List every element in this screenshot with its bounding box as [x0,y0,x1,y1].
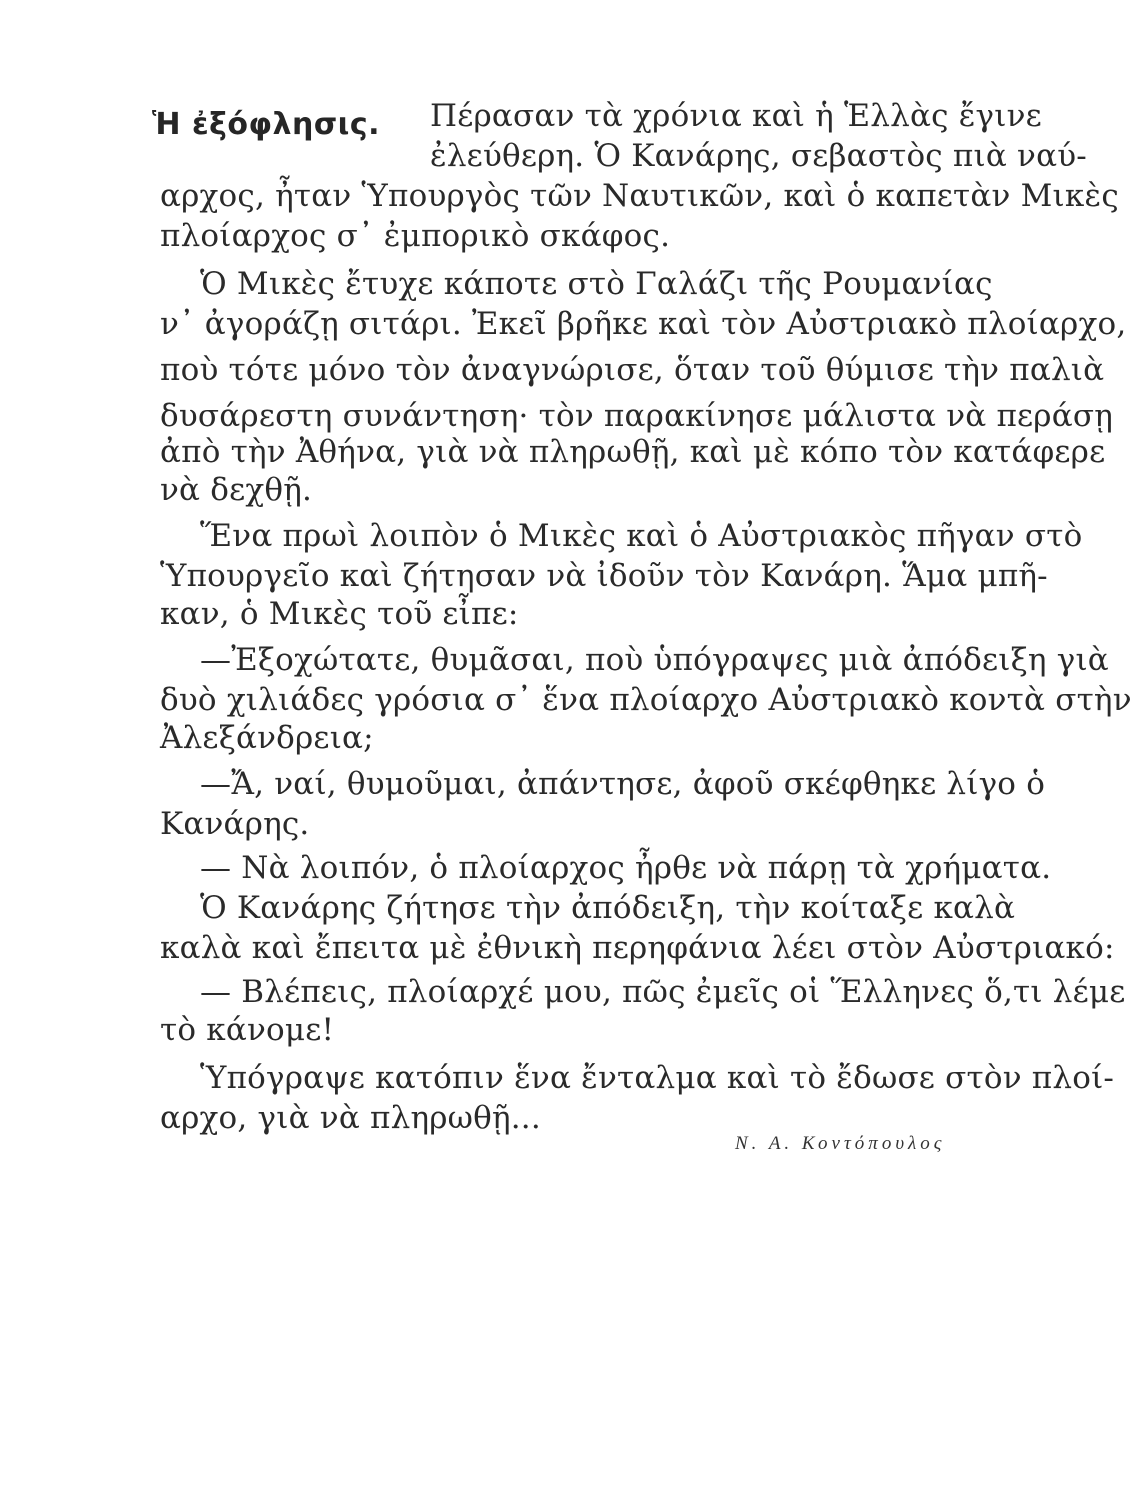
text-line: καν, ὁ Μικὲς τοῦ εἶπε: [160,596,519,632]
text-line: αρχος, ἦταν Ὑπουργὸς τῶν Ναυτικῶν, καὶ ὁ καπετὰν Μικὲς [160,178,1119,214]
text-line: Κανάρης. [160,806,310,842]
text-line: Ὁ Κανάρης ζήτησε τὴν ἀπόδειξη, τὴν κοίταξε καλὰ [200,890,1016,926]
text-line: δυσάρεστη συνάντηση· τὸν παρακίνησε μάλιστα νὰ περάσῃ [160,398,1113,434]
text-line: ἐλεύθερη. Ὁ Κανάρης, σεβαστὸς πιὰ ναύ- [430,138,1087,174]
text-line: Πέρασαν τὰ χρόνια καὶ ἡ Ἑλλὰς ἔγινε [430,98,1042,134]
text-line: τὸ κάνομε! [160,1012,335,1048]
text-line: ν᾽ ἀγοράζῃ σιτάρι. Ἐκεῖ βρῆκε καὶ τὸν Αὐστριακὸ πλοίαρχο, [160,306,1127,342]
author-signature: Ν. Α. Κοντόπουλος [735,1133,946,1154]
text-line: καλὰ καὶ ἔπειτα μὲ ἐθνικὴ περηφάνια λέει στὸν Αὐστριακό: [160,930,1115,966]
text-line: Ὑπουργεῖο καὶ ζήτησαν νὰ ἰδοῦν τὸν Κανάρη. Ἅμα μπῆ- [160,558,1048,594]
text-line: αρχο, γιὰ νὰ πληρωθῇ... [160,1100,541,1136]
text-line: νὰ δεχθῇ. [160,472,313,508]
text-line: ποὺ τότε μόνο τὸν ἀναγνώρισε, ὅταν τοῦ θύμισε τὴν παλιὰ [160,352,1105,388]
dialogue-line: — Νὰ λοιπόν, ὁ πλοίαρχος ἦρθε νὰ πάρῃ τὰ χρήματα. [200,850,1052,886]
text-line: Ὑπόγραψε κατόπιν ἕνα ἔνταλμα καὶ τὸ ἔδωσε στὸν πλοί- [200,1060,1115,1096]
dialogue-line: — Βλέπεις, πλοίαρχέ μου, πῶς ἐμεῖς οἱ Ἕλληνες ὅ,τι λέμε [200,974,1126,1010]
text-line: Ἕνα πρωὶ λοιπὸν ὁ Μικὲς καὶ ὁ Αὐστριακὸς πῆγαν στὸ [200,518,1083,554]
section-heading: Ἡ ἐξόφλησις. [152,107,381,142]
text-line: ἀπὸ τὴν Ἀθήνα, γιὰ νὰ πληρωθῇ, καὶ μὲ κόπο τὸν κατάφερε [160,434,1106,470]
text-line: Ἀλεξάνδρεια; [160,720,374,756]
text-line: πλοίαρχος σ᾽ ἐμπορικὸ σκάφος. [160,218,671,254]
dialogue-line: —Ἄ, ναί, θυμοῦμαι, ἀπάντησε, ἀφοῦ σκέφθηκε λίγο ὁ [200,766,1046,802]
dialogue-line: —Ἐξοχώτατε, θυμᾶσαι, ποὺ ὑπόγραψες μιὰ ἀπόδειξη γιὰ [200,642,1109,678]
text-line: Ὁ Μικὲς ἔτυχε κάποτε στὸ Γαλάζι τῆς Ρουμανίας [200,266,993,302]
text-line: δυὸ χιλιάδες γρόσια σ᾽ ἕνα πλοίαρχο Αὐστριακὸ κοντὰ στὴν [160,682,1132,718]
